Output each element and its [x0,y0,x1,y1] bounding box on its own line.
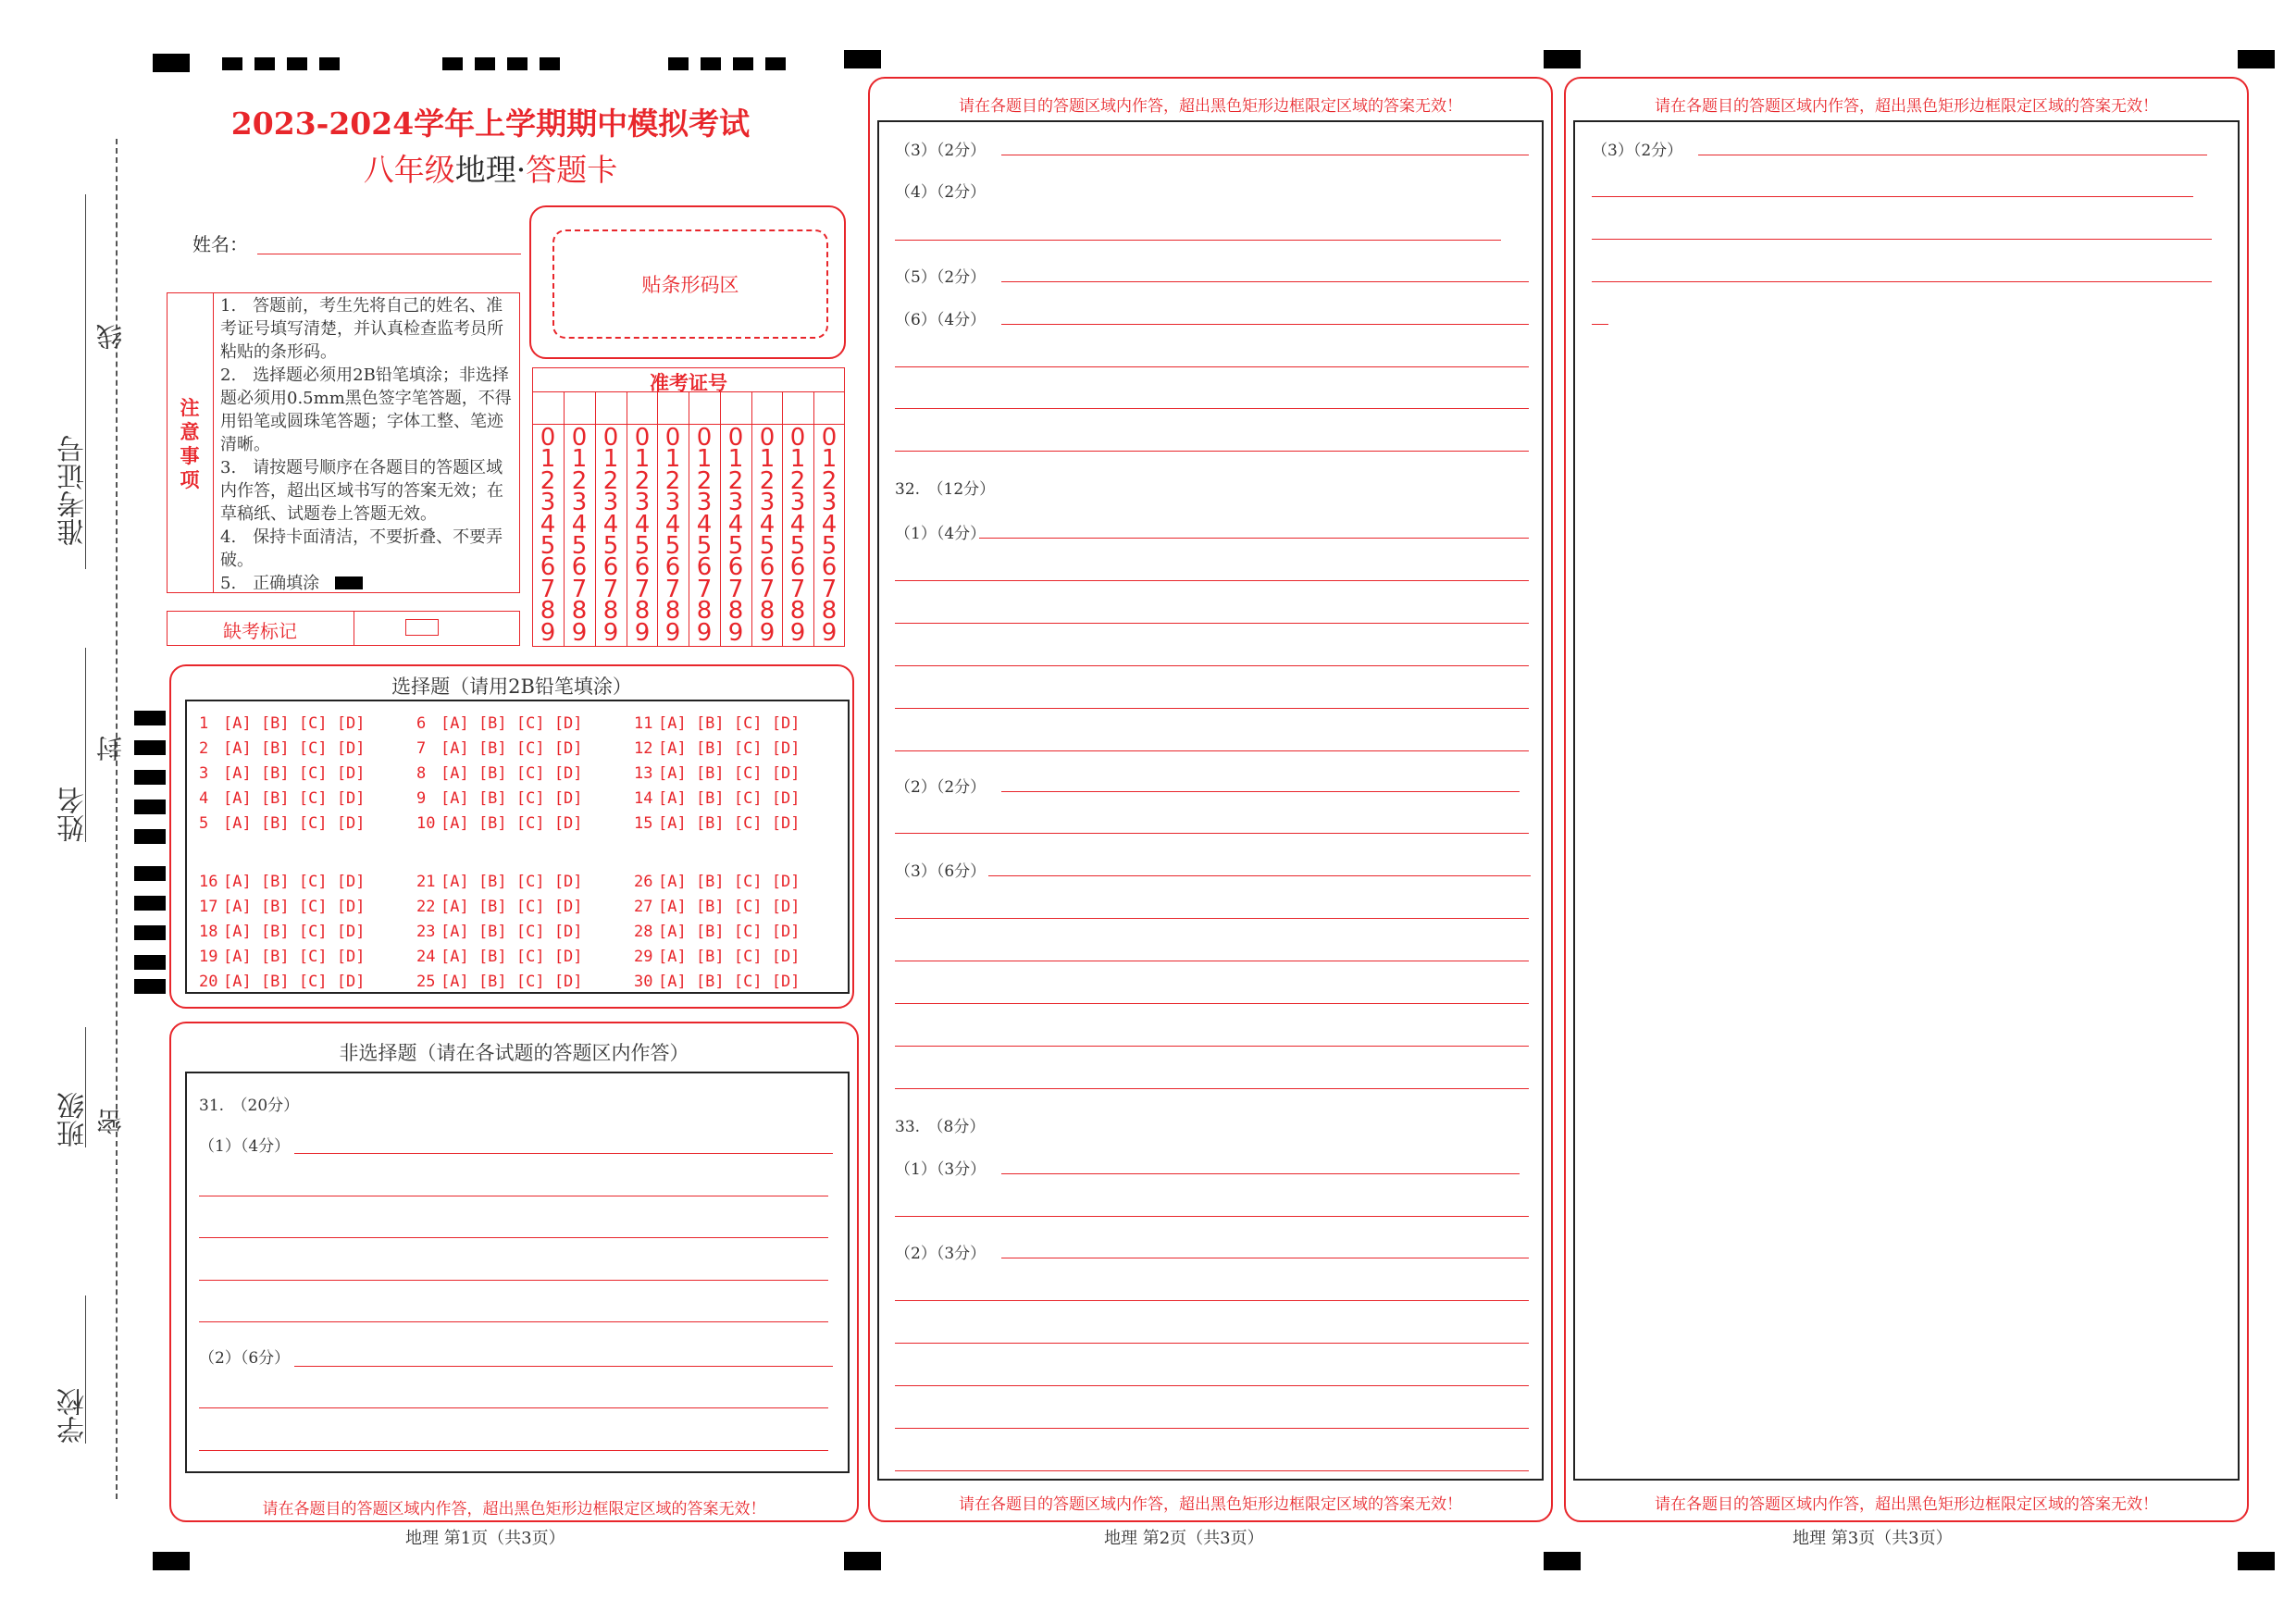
admission-digit-bubble[interactable]: 7 [571,575,588,603]
mcq-question-number: 29 [634,948,653,966]
admission-digit-bubble[interactable]: 5 [789,532,806,561]
p2-q4: （4）（2分） [895,183,987,202]
p2-q33-p1-line-1[interactable] [1001,1173,1520,1174]
admission-digit-bubble[interactable]: 7 [821,575,838,603]
p2-q33-p2: （2）（3分） [895,1245,987,1263]
name-label: 姓名： [192,233,248,255]
admission-digit-bubble[interactable]: 2 [634,466,651,495]
mcq-question-row[interactable] [634,898,800,916]
mcq-question-row[interactable] [416,814,583,833]
admission-digit-bubble[interactable]: 2 [664,466,681,495]
mcq-question-number: 30 [634,973,653,991]
p2-q32-p1-line-5[interactable] [895,708,1529,709]
admission-digit-bubble[interactable]: 6 [664,553,681,582]
mcq-question-row[interactable] [416,973,583,991]
p2-q32-p1-line-4[interactable] [895,665,1529,666]
notice-divider [213,292,214,593]
admission-digit-bubble[interactable]: 5 [821,532,838,561]
admission-digit-bubble[interactable]: 7 [664,575,681,603]
page1-footer: 地理 第1页（共3页） [405,1529,565,1548]
page2-footer: 地理 第2页（共3页） [1104,1529,1264,1548]
admission-digit-bubble[interactable]: 1 [634,445,651,474]
admission-digit-bubble[interactable]: 3 [789,489,806,517]
mcq-options[interactable]: [A] [B] [C] [D] [441,789,583,808]
mcq-question-row[interactable] [416,714,583,733]
page1-warning: 请在各题目的答题区域内作答，超出黑色矩形边框限定区域的答案无效！ [262,1500,766,1519]
admission-digit-bubble[interactable]: 1 [759,445,776,474]
admission-digit-bubble[interactable]: 4 [696,510,713,539]
page3-warning-bottom: 请在各题目的答题区域内作答，超出黑色矩形边框限定区域的答案无效！ [1655,1495,2158,1514]
p2-q6-line-2[interactable] [895,366,1529,367]
page3-warning-top: 请在各题目的答题区域内作答，超出黑色矩形边框限定区域的答案无效！ [1655,97,2158,116]
mcq-options[interactable]: [A] [B] [C] [D] [441,973,583,991]
p2-q32-p2-line-1[interactable] [1001,791,1520,792]
mcq-question-number: 7 [416,739,427,758]
admission-digit-bubble[interactable]: 6 [540,553,556,582]
notice-item-3: 3. 请按题号顺序在各题目的答题区域内作答，超出区域书写的答案无效；在草稿纸、试题卷上答题无效。 [220,458,503,524]
mcq-options[interactable]: [A] [B] [C] [D] [223,873,366,891]
mcq-question-row[interactable] [634,873,800,891]
page3-frame [1573,120,2240,1481]
admission-digit-bubble[interactable]: 6 [821,553,838,582]
admission-digit-bubble[interactable]: 3 [571,489,588,517]
p2-q5: （5）（2分） [895,268,987,287]
admission-digit-bubble[interactable]: 0 [821,424,838,452]
admission-digit-bubble[interactable]: 1 [664,445,681,474]
admission-digit-bubble[interactable]: 4 [759,510,776,539]
p3-q3-line-4[interactable] [1592,281,2212,282]
admission-digit-bubble[interactable]: 3 [634,489,651,517]
mcq-options[interactable]: [A] [B] [C] [D] [441,923,583,941]
p2-q32-p3-line-5[interactable] [895,1046,1529,1047]
side-line-class [85,1027,86,1147]
mcq-question-row[interactable] [634,789,800,808]
mcq-question-number: 15 [634,814,653,833]
p2-q6-line-3[interactable] [895,408,1529,409]
admission-digit-bubble[interactable]: 8 [540,597,556,626]
exam-title: 2023-2024学年上学期期中模拟考试 [230,105,751,142]
p2-q32-p3-line-2[interactable] [895,918,1529,919]
mcq-question-number: 3 [199,764,209,783]
fill-example [335,576,363,589]
p2-q6: （6）（4分） [895,311,987,329]
side-field-class: 班级 [57,1092,90,1147]
mcq-options[interactable]: [A] [B] [C] [D] [441,898,583,916]
mcq-question-row[interactable] [199,948,366,966]
admission-digit-bubble[interactable]: 5 [696,532,713,561]
mcq-question-row[interactable] [199,923,366,941]
mcq-options[interactable]: [A] [B] [C] [D] [658,923,800,941]
admission-digit-bubble[interactable]: 4 [821,510,838,539]
mcq-options[interactable]: [A] [B] [C] [D] [223,973,366,991]
admission-digit-column[interactable] [596,424,626,647]
admission-digit-bubble[interactable]: 5 [727,532,744,561]
side-label-line: 线 [95,324,126,350]
mcq-question-row[interactable] [199,789,366,808]
admission-digit-bubble[interactable]: 6 [696,553,713,582]
notice-item-2: 2. 选择题必须用2B铅笔填涂；非选择题必须用0.5mm黑色签字笔答题，不得用铅笔或圆珠笔答题；字体工整、笔迹清晰。 [220,366,512,454]
admission-digit-column[interactable] [752,424,782,647]
page2-warning-bottom: 请在各题目的答题区域内作答，超出黑色矩形边框限定区域的答案无效！ [959,1495,1462,1514]
p2-q33: 33. （8分） [895,1118,986,1136]
admission-digit-bubble[interactable]: 2 [727,466,744,495]
admission-digit-column[interactable] [533,424,563,647]
admission-digit-bubble[interactable]: 2 [602,466,619,495]
q31-p2-line-1[interactable] [294,1366,833,1367]
mcq-options[interactable]: [A] [B] [C] [D] [223,764,366,783]
p2-q33-p2-line-4[interactable] [895,1385,1529,1386]
side-line-school [85,1295,86,1444]
mcq-options[interactable]: [A] [B] [C] [D] [223,923,366,941]
q31-part2: （2）（6分） [199,1349,291,1368]
admission-digit-bubble[interactable]: 9 [540,618,556,647]
page3-footer: 地理 第3页（共3页） [1793,1529,1953,1548]
admission-digit-bubble[interactable]: 7 [696,575,713,603]
mcq-options[interactable]: [A] [B] [C] [D] [223,948,366,966]
mcq-question-row[interactable] [634,814,800,833]
admission-digit-bubble[interactable]: 1 [821,445,838,474]
mcq-question-row[interactable] [416,873,583,891]
mcq-question-number: 16 [199,873,218,891]
admission-digit-bubble[interactable]: 4 [540,510,556,539]
admission-digit-bubble[interactable]: 0 [634,424,651,452]
mcq-question-number: 22 [416,898,436,916]
mcq-question-number: 4 [199,789,209,808]
side-label-seal: 封 [95,736,126,762]
admission-digit-bubble[interactable]: 5 [664,532,681,561]
p2-q32-p3: （3）（6分） [895,862,987,881]
subtitle-subject: 地理 [454,152,516,188]
admission-digit-bubble[interactable]: 5 [759,532,776,561]
p2-q33-p1-line-2[interactable] [895,1216,1529,1217]
notice-item-1: 1. 答题前，考生先将自己的姓名、准考证号填写清楚，并认真检查监考员所粘贴的条形码。 [220,296,503,362]
absent-checkbox[interactable] [405,619,439,636]
mcq-question-number: 24 [416,948,436,966]
p2-q32-p1-line-6[interactable] [895,750,1529,751]
p2-q32-p2: （2）（2分） [895,778,987,797]
mcq-question-row[interactable] [634,973,800,991]
mcq-options[interactable]: [A] [B] [C] [D] [658,764,800,783]
mcq-question-row[interactable] [634,923,800,941]
mcq-question-row[interactable] [199,739,366,758]
q31-p2-line-3[interactable] [199,1450,828,1451]
p2-q33-p2-line-3[interactable] [895,1343,1529,1344]
admission-digit-bubble[interactable]: 3 [696,489,713,517]
mcq-options[interactable]: [A] [B] [C] [D] [441,714,583,733]
admission-digit-bubble[interactable]: 4 [602,510,619,539]
absent-label: 缺考标记 [223,620,297,642]
admission-digit-bubble[interactable]: 4 [727,510,744,539]
mcq-options[interactable]: [A] [B] [C] [D] [658,739,800,758]
admission-digit-bubble[interactable]: 7 [759,575,776,603]
q31-head: 31. （20分） [199,1097,300,1115]
admission-digit-bubble[interactable]: 8 [571,597,588,626]
admission-digit-bubble[interactable]: 7 [789,575,806,603]
admission-digit-bubble[interactable]: 1 [696,445,713,474]
admission-digit-bubble[interactable]: 4 [571,510,588,539]
admission-digit-bubble[interactable]: 0 [540,424,556,452]
admission-digit-bubble[interactable]: 1 [727,445,744,474]
mcq-options[interactable]: [A] [B] [C] [D] [441,739,583,758]
side-line-admission [85,194,86,569]
mcq-options[interactable]: [A] [B] [C] [D] [658,973,800,991]
admission-digit-bubble[interactable]: 1 [602,445,619,474]
p2-q33-p2-line-6[interactable] [895,1470,1529,1471]
mcq-question-number: 17 [199,898,218,916]
page2-warning-top: 请在各题目的答题区域内作答，超出黑色矩形边框限定区域的答案无效！ [959,97,1462,116]
side-line-name [85,648,86,842]
subtitle-card: 答题卡 [526,152,618,188]
admission-digit-column[interactable] [658,424,688,647]
mcq-question-row[interactable] [634,739,800,758]
mcq-question-number: 18 [199,923,218,941]
p2-q32-p3-line-6[interactable] [895,1088,1529,1089]
mcq-question-row[interactable] [416,923,583,941]
side-label-dense: 密 [95,1109,126,1134]
nonchoice-title: 非选择题（请在各试题的答题区内作答） [339,1042,689,1064]
notice-item-4: 4. 保持卡面清洁，不要折叠、不要弄破。 [220,527,503,570]
mcq-options[interactable]: [A] [B] [C] [D] [441,764,583,783]
admission-title: 准考证号 [650,372,727,394]
admission-digit-bubble[interactable]: 5 [540,532,556,561]
admission-digit-bubble[interactable]: 7 [602,575,619,603]
admission-digit-bubble[interactable]: 0 [602,424,619,452]
subtitle-dot: · [515,152,527,188]
admission-digit-column[interactable] [814,424,844,647]
admission-digit-column[interactable] [783,424,813,647]
p2-q33-p1: （1）（3分） [895,1160,987,1179]
mcq-question-number: 8 [416,764,427,783]
admission-digit-bubble[interactable]: 3 [759,489,776,517]
p2-q32-p1-line-1[interactable] [979,538,1529,539]
admission-digit-column[interactable] [627,424,657,647]
p2-q32-p1: （1）（4分） [895,525,987,543]
notice-item-5: 5. 正确填涂 [220,574,320,593]
q31-p1-line-1[interactable] [294,1153,833,1154]
mcq-options[interactable]: [A] [B] [C] [D] [441,814,583,833]
admission-digit-bubble[interactable]: 5 [634,532,651,561]
admission-digit-bubble[interactable]: 0 [759,424,776,452]
mcq-question-number: 20 [199,973,218,991]
p2-q32-p3-line-4[interactable] [895,1003,1529,1004]
admission-digit-bubble[interactable]: 5 [602,532,619,561]
admission-digit-bubble[interactable]: 9 [571,618,588,647]
p3-q3: （3）（2分） [1592,142,1683,160]
admission-digit-bubble[interactable]: 1 [789,445,806,474]
mcq-options[interactable]: [A] [B] [C] [D] [658,814,800,833]
admission-digit-bubble[interactable]: 9 [634,618,651,647]
admission-digit-bubble[interactable]: 9 [789,618,806,647]
p2-q32-p2-line-2[interactable] [895,833,1529,834]
mcq-question-number: 12 [634,739,653,758]
admission-digit-bubble[interactable]: 0 [571,424,588,452]
mcq-question-number: 11 [634,714,653,733]
admission-digit-bubble[interactable]: 3 [664,489,681,517]
admission-digit-bubble[interactable]: 6 [571,553,588,582]
admission-digit-bubble[interactable]: 0 [664,424,681,452]
p2-q32-p3-line-1[interactable] [988,875,1531,876]
admission-digit-bubble[interactable]: 2 [696,466,713,495]
mcq-question-number: 13 [634,764,653,783]
mcq-question-number: 25 [416,973,436,991]
admission-digit-bubble[interactable]: 2 [789,466,806,495]
admission-digit-bubble[interactable]: 2 [540,466,556,495]
admission-digit-bubble[interactable]: 5 [571,532,588,561]
admission-digit-bubble[interactable]: 3 [602,489,619,517]
admission-digit-bubble[interactable]: 8 [634,597,651,626]
mcq-options[interactable]: [A] [B] [C] [D] [658,714,800,733]
mcq-title: 选择题（请用2B铅笔填涂） [391,676,632,698]
admission-digit-bubble[interactable]: 6 [789,553,806,582]
mcq-question-number: 2 [199,739,209,758]
side-field-admission: 准考证号 [57,435,90,546]
admission-digit-bubble[interactable]: 6 [634,553,651,582]
mcq-question-number: 19 [199,948,218,966]
admission-digit-bubble[interactable]: 9 [759,618,776,647]
admission-digit-bubble[interactable]: 7 [540,575,556,603]
admission-digit-column[interactable] [721,424,751,647]
notice-heading: 注意事项 [180,397,200,491]
mcq-question-number: 1 [199,714,209,733]
mcq-question-number: 28 [634,923,653,941]
mcq-question-row[interactable] [634,764,800,783]
p2-q32-p1-line-2[interactable] [895,580,1529,581]
admission-digit-bubble[interactable]: 4 [664,510,681,539]
admission-digit-bubble[interactable]: 6 [759,553,776,582]
admission-digit-bubble[interactable]: 9 [821,618,838,647]
mcq-question-number: 6 [416,714,427,733]
mcq-question-row[interactable] [416,789,583,808]
p2-q5-line[interactable] [1001,281,1529,282]
barcode-label: 贴条形码区 [641,274,739,296]
mcq-question-row[interactable] [199,898,366,916]
admission-digit-bubble[interactable]: 7 [727,575,744,603]
mcq-question-row[interactable] [634,948,800,966]
admission-digit-bubble[interactable]: 7 [634,575,651,603]
mcq-question-number: 21 [416,873,436,891]
mcq-options[interactable]: [A] [B] [C] [D] [223,739,366,758]
p2-q6-line-4[interactable] [895,451,1529,452]
mcq-question-number: 5 [199,814,209,833]
admission-digit-bubble[interactable]: 8 [727,597,744,626]
admission-digit-bubble[interactable]: 3 [821,489,838,517]
mcq-question-row[interactable] [416,948,583,966]
q31-p1-line-3[interactable] [199,1237,828,1238]
side-field-name: 姓名 [57,787,90,842]
admission-digit-bubble[interactable]: 8 [696,597,713,626]
mcq-options[interactable]: [A] [B] [C] [D] [441,948,583,966]
admission-digit-bubble[interactable]: 0 [789,424,806,452]
admission-digit-bubble[interactable]: 3 [540,489,556,517]
admission-digit-bubble[interactable]: 8 [789,597,806,626]
admission-digit-bubble[interactable]: 4 [634,510,651,539]
mcq-question-number: 23 [416,923,436,941]
admission-digit-column[interactable] [689,424,719,647]
p2-q3: （3）（2分） [895,142,987,160]
mcq-question-row[interactable] [199,714,366,733]
mcq-question-number: 14 [634,789,653,808]
admission-digit-bubble[interactable]: 8 [759,597,776,626]
mcq-question-row[interactable] [416,898,583,916]
admission-digit-bubble[interactable]: 9 [664,618,681,647]
p2-q6-line-1[interactable] [1001,324,1529,325]
admission-digit-bubble[interactable]: 3 [727,489,744,517]
mcq-options[interactable]: [A] [B] [C] [D] [223,714,366,733]
mcq-options[interactable]: [A] [B] [C] [D] [658,948,800,966]
mcq-options[interactable]: [A] [B] [C] [D] [658,873,800,891]
admission-digit-column[interactable] [565,424,594,647]
mcq-question-number: 10 [416,814,436,833]
admission-digit-bubble[interactable]: 9 [696,618,713,647]
p2-q33-p2-line-5[interactable] [895,1428,1529,1429]
admission-digit-bubble[interactable]: 2 [759,466,776,495]
admission-digit-bubble[interactable]: 2 [571,466,588,495]
p2-q32-p1-line-3[interactable] [895,623,1529,624]
p3-q3-line-5[interactable] [1592,324,1608,325]
mcq-question-number: 9 [416,789,427,808]
admission-digit-bubble[interactable]: 6 [727,553,744,582]
admission-digit-bubble[interactable]: 6 [602,553,619,582]
p2-q32: 32. （12分） [895,480,996,499]
mcq-options[interactable]: [A] [B] [C] [D] [658,898,800,916]
admission-digit-bubble[interactable]: 9 [602,618,619,647]
card-subtitle [185,146,796,190]
side-field-school: 学校 [57,1388,90,1444]
mcq-question-number: 26 [634,873,653,891]
q31-part1: （1）（4分） [199,1137,291,1156]
admission-digit-bubble[interactable]: 0 [696,424,713,452]
admission-digit-bubble[interactable]: 1 [571,445,588,474]
mcq-question-row[interactable] [416,764,583,783]
mcq-question-row[interactable] [199,873,366,891]
admission-digit-bubble[interactable]: 2 [821,466,838,495]
mcq-options[interactable]: [A] [B] [C] [D] [658,789,800,808]
admission-digit-bubble[interactable]: 8 [664,597,681,626]
mcq-options[interactable]: [A] [B] [C] [D] [223,814,366,833]
p2-q4-line[interactable] [895,240,1501,241]
p3-q3-line-2[interactable] [1592,196,2193,197]
admission-digit-bubble[interactable]: 8 [602,597,619,626]
mcq-options[interactable]: [A] [B] [C] [D] [441,873,583,891]
p3-q3-line-3[interactable] [1592,239,2212,240]
mcq-question-row[interactable] [199,814,366,833]
admission-digit-bubble[interactable]: 0 [727,424,744,452]
admission-digit-bubble[interactable]: 9 [727,618,744,647]
q31-p2-line-2[interactable] [199,1407,828,1408]
mcq-question-row[interactable] [199,764,366,783]
mcq-options[interactable]: [A] [B] [C] [D] [223,898,366,916]
mcq-question-row[interactable] [199,973,366,991]
admission-digit-bubble[interactable]: 4 [789,510,806,539]
mcq-question-row[interactable] [634,714,800,733]
subtitle-grade: 八年级 [363,152,455,188]
mcq-question-number: 27 [634,898,653,916]
mcq-options[interactable]: [A] [B] [C] [D] [223,789,366,808]
q31-p1-line-4[interactable] [199,1280,828,1281]
p2-q33-p2-line-2[interactable] [895,1300,1529,1301]
mcq-question-row[interactable] [416,739,583,758]
admission-digit-bubble[interactable]: 1 [540,445,556,474]
q31-p1-line-5[interactable] [199,1321,828,1322]
admission-digit-bubble[interactable]: 8 [821,597,838,626]
